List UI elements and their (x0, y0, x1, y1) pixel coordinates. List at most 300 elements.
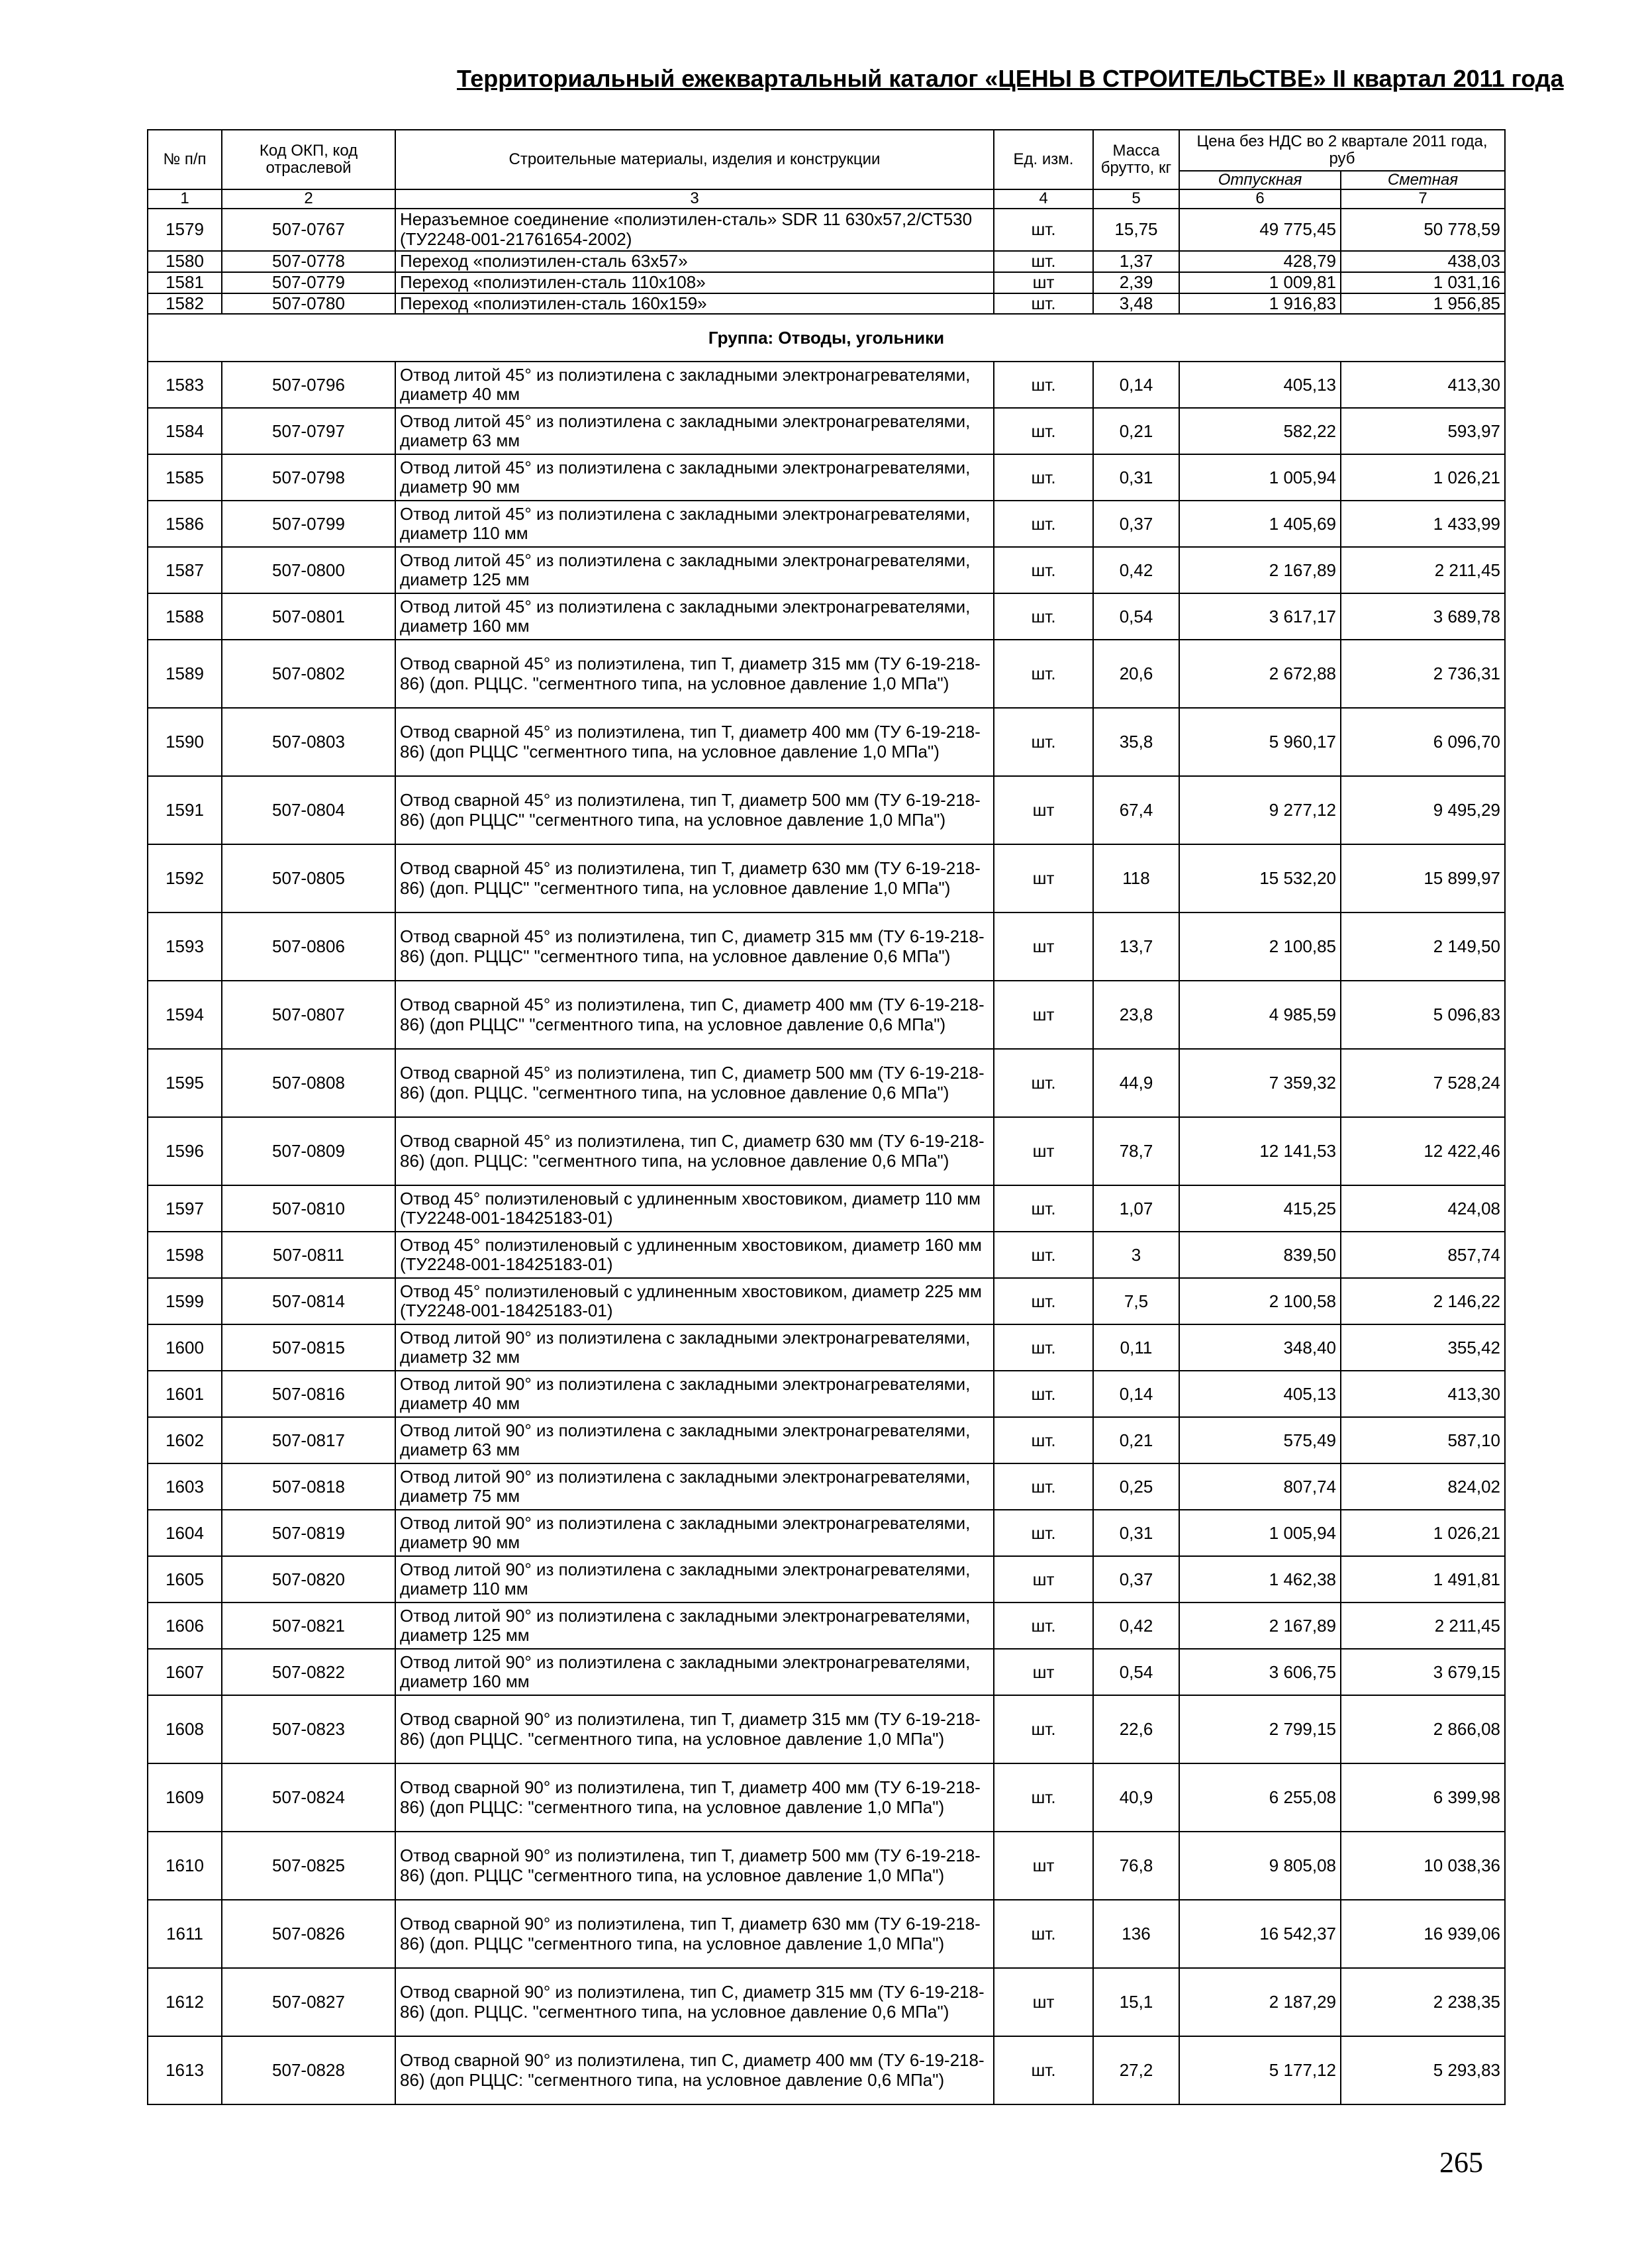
cell-code: 507-0818 (222, 1463, 395, 1510)
group-title: Группа: Отводы, угольники (148, 314, 1505, 362)
cell-name: Отвод литой 90° из полиэтилена с закладными электронагревателями, диаметр 32 мм (395, 1324, 994, 1371)
cell-mass: 0,14 (1093, 362, 1179, 408)
cell-release-price: 2 672,88 (1179, 640, 1341, 708)
cell-mass: 1,37 (1093, 251, 1179, 272)
cell-code: 507-0817 (222, 1417, 395, 1463)
cell-estimate-price: 10 038,36 (1341, 1832, 1505, 1900)
cell-release-price: 3 606,75 (1179, 1649, 1341, 1695)
cell-unit: шт. (994, 708, 1093, 776)
cell-mass: 0,14 (1093, 1371, 1179, 1417)
cell-code: 507-0823 (222, 1695, 395, 1763)
cell-estimate-price: 824,02 (1341, 1463, 1505, 1510)
cell-mass: 1,07 (1093, 1185, 1179, 1232)
cell-release-price: 1 462,38 (1179, 1556, 1341, 1602)
col-number-7: 7 (1341, 189, 1505, 208)
page-number: 265 (1439, 2146, 1483, 2179)
group-row (148, 314, 1505, 362)
cell-mass: 3,48 (1093, 293, 1179, 315)
cell-release-price: 582,22 (1179, 408, 1341, 454)
cell-mass: 40,9 (1093, 1763, 1179, 1832)
cell-name: Отвод сварной 90° из полиэтилена, тип С, диаметр 400 мм (ТУ 6-19-218-86) (доп РЦЦС: "сегментного типа, на условное давление 0,6 МПа") (395, 2036, 994, 2104)
cell-mass: 27,2 (1093, 2036, 1179, 2104)
cell-estimate-price: 2 211,45 (1341, 547, 1505, 593)
cell-estimate-price: 2 211,45 (1341, 1602, 1505, 1649)
cell-estimate-price: 1 026,21 (1341, 1510, 1505, 1556)
cell-name: Отвод сварной 90° из полиэтилена, тип Т, диаметр 500 мм (ТУ 6-19-218-86) (доп. РЦЦС "сегментного типа, на условное давление 1,0 МПа") (395, 1832, 994, 1900)
cell-name: Отвод сварной 45° из полиэтилена, тип С, диаметр 500 мм (ТУ 6-19-218-86) (доп. РЦЦС. "сегментного типа, на условное давление 0,6 МПа") (395, 1049, 994, 1117)
cell-name: Отвод литой 45° из полиэтилена с закладными электронагревателями, диаметр 90 мм (395, 454, 994, 501)
cell-code: 507-0820 (222, 1556, 395, 1602)
cell-estimate-price: 15 899,97 (1341, 844, 1505, 912)
cell-mass: 0,42 (1093, 1602, 1179, 1649)
cell-release-price: 5 177,12 (1179, 2036, 1341, 2104)
cell-mass: 0,54 (1093, 1649, 1179, 1695)
cell-name: Отвод 45° полиэтиленовый с удлиненным хвостовиком, диаметр 110 мм (ТУ2248-001-18425183-01) (395, 1185, 994, 1232)
cell-unit: шт. (994, 1695, 1093, 1763)
cell-release-price: 415,25 (1179, 1185, 1341, 1232)
cell-code: 507-0815 (222, 1324, 395, 1371)
cell-name: Отвод сварной 45° из полиэтилена, тип С, диаметр 315 мм (ТУ 6-19-218-86) (доп. РЦЦС" "сегментного типа, на условное давление 0,6 МПа") (395, 912, 994, 981)
table-row (148, 912, 1505, 981)
cell-mass: 76,8 (1093, 1832, 1179, 1900)
cell-unit: шт. (994, 362, 1093, 408)
cell-code: 507-0799 (222, 501, 395, 547)
cell-unit: шт. (994, 1278, 1093, 1324)
cell-mass: 15,1 (1093, 1968, 1179, 2036)
col-header-unit: Ед. изм. (994, 130, 1093, 189)
table-row (148, 251, 1505, 272)
cell-num: 1596 (148, 1117, 222, 1185)
cell-unit: шт (994, 1649, 1093, 1695)
cell-unit: шт. (994, 1602, 1093, 1649)
cell-mass: 0,11 (1093, 1324, 1179, 1371)
cell-unit: шт. (994, 593, 1093, 640)
table-row (148, 362, 1505, 408)
cell-mass: 0,42 (1093, 547, 1179, 593)
table-row (148, 1463, 1505, 1510)
cell-code: 507-0827 (222, 1968, 395, 2036)
cell-estimate-price: 1 026,21 (1341, 454, 1505, 501)
cell-unit: шт. (994, 1324, 1093, 1371)
cell-num: 1584 (148, 408, 222, 454)
cell-estimate-price: 2 736,31 (1341, 640, 1505, 708)
cell-mass: 0,31 (1093, 1510, 1179, 1556)
cell-num: 1591 (148, 776, 222, 844)
table-row (148, 454, 1505, 501)
cell-unit: шт. (994, 1463, 1093, 1510)
cell-release-price: 5 960,17 (1179, 708, 1341, 776)
cell-release-price: 2 187,29 (1179, 1968, 1341, 2036)
cell-code: 507-0821 (222, 1602, 395, 1649)
cell-release-price: 575,49 (1179, 1417, 1341, 1463)
cell-num: 1593 (148, 912, 222, 981)
cell-release-price: 1 005,94 (1179, 1510, 1341, 1556)
cell-estimate-price: 6 399,98 (1341, 1763, 1505, 1832)
cell-unit: шт. (994, 293, 1093, 315)
cell-estimate-price: 2 238,35 (1341, 1968, 1505, 2036)
cell-code: 507-0780 (222, 293, 395, 315)
cell-unit: шт (994, 272, 1093, 293)
table-row (148, 1649, 1505, 1695)
col-header-name: Строительные материалы, изделия и конструкции (395, 130, 994, 189)
cell-release-price: 49 775,45 (1179, 209, 1341, 251)
cell-estimate-price: 7 528,24 (1341, 1049, 1505, 1117)
cell-unit: шт. (994, 1371, 1093, 1417)
cell-num: 1608 (148, 1695, 222, 1763)
table-row (148, 981, 1505, 1049)
cell-name: Отвод литой 90° из полиэтилена с закладными электронагревателями, диаметр 160 мм (395, 1649, 994, 1695)
cell-unit: шт. (994, 1185, 1093, 1232)
cell-estimate-price: 413,30 (1341, 362, 1505, 408)
cell-release-price: 2 100,58 (1179, 1278, 1341, 1324)
cell-estimate-price: 413,30 (1341, 1371, 1505, 1417)
cell-unit: шт. (994, 1763, 1093, 1832)
cell-num: 1587 (148, 547, 222, 593)
cell-mass: 0,37 (1093, 501, 1179, 547)
table-row (148, 708, 1505, 776)
cell-name: Отвод литой 45° из полиэтилена с закладными электронагревателями, диаметр 63 мм (395, 408, 994, 454)
cell-num: 1601 (148, 1371, 222, 1417)
col-number-2: 2 (222, 189, 395, 208)
table-row (148, 1232, 1505, 1278)
cell-code: 507-0797 (222, 408, 395, 454)
cell-estimate-price: 5 293,83 (1341, 2036, 1505, 2104)
table-row (148, 408, 1505, 454)
cell-code: 507-0800 (222, 547, 395, 593)
cell-estimate-price: 16 939,06 (1341, 1900, 1505, 1968)
table-row (148, 1763, 1505, 1832)
cell-name: Отвод сварной 90° из полиэтилена, тип Т, диаметр 630 мм (ТУ 6-19-218-86) (доп. РЦЦС "сегментного типа, на условное давление 1,0 МПа") (395, 1900, 994, 1968)
cell-code: 507-0804 (222, 776, 395, 844)
cell-mass: 0,31 (1093, 454, 1179, 501)
cell-unit: шт (994, 776, 1093, 844)
cell-code: 507-0816 (222, 1371, 395, 1417)
cell-mass: 15,75 (1093, 209, 1179, 251)
cell-name: Неразъемное соединение «полиэтилен-сталь» SDR 11 630х57,2/СТ530 (ТУ2248-001-21761654-2002) (395, 209, 994, 251)
cell-name: Отвод сварной 90° из полиэтилена, тип С, диаметр 315 мм (ТУ 6-19-218-86) (доп. РЦЦС. "сегментного типа, на условное давление 0,6 МПа") (395, 1968, 994, 2036)
cell-num: 1597 (148, 1185, 222, 1232)
cell-unit: шт (994, 844, 1093, 912)
cell-mass: 67,4 (1093, 776, 1179, 844)
cell-num: 1580 (148, 251, 222, 272)
cell-release-price: 839,50 (1179, 1232, 1341, 1278)
cell-name: Отвод сварной 45° из полиэтилена, тип С, диаметр 630 мм (ТУ 6-19-218-86) (доп. РЦЦС: "сегментного типа, на условное давление 0,6 МПа") (395, 1117, 994, 1185)
cell-num: 1598 (148, 1232, 222, 1278)
cell-unit: шт. (994, 640, 1093, 708)
cell-code: 507-0822 (222, 1649, 395, 1695)
cell-release-price: 2 167,89 (1179, 547, 1341, 593)
table-row (148, 1900, 1505, 1968)
cell-code: 507-0810 (222, 1185, 395, 1232)
cell-unit: шт. (994, 209, 1093, 251)
cell-code: 507-0809 (222, 1117, 395, 1185)
cell-unit: шт (994, 1968, 1093, 2036)
cell-release-price: 405,13 (1179, 1371, 1341, 1417)
cell-code: 507-0767 (222, 209, 395, 251)
cell-num: 1581 (148, 272, 222, 293)
cell-name: Отвод литой 90° из полиэтилена с закладными электронагревателями, диаметр 110 мм (395, 1556, 994, 1602)
table-row (148, 1049, 1505, 1117)
cell-mass: 22,6 (1093, 1695, 1179, 1763)
cell-name: Отвод сварной 45° из полиэтилена, тип Т, диаметр 630 мм (ТУ 6-19-218-86) (доп. РЦЦС" "сегментного типа, на условное давление 1,0 МПа") (395, 844, 994, 912)
cell-unit: шт. (994, 251, 1093, 272)
cell-code: 507-0807 (222, 981, 395, 1049)
cell-unit: шт (994, 1556, 1093, 1602)
col-header-price: Цена без НДС во 2 квартале 2011 года, руб (1179, 130, 1505, 171)
cell-release-price: 2 100,85 (1179, 912, 1341, 981)
cell-release-price: 4 985,59 (1179, 981, 1341, 1049)
cell-code: 507-0805 (222, 844, 395, 912)
cell-mass: 0,54 (1093, 593, 1179, 640)
cell-name: Отвод литой 45° из полиэтилена с закладными электронагревателями, диаметр 160 мм (395, 593, 994, 640)
cell-num: 1583 (148, 362, 222, 408)
cell-unit: шт. (994, 501, 1093, 547)
table-row (148, 1324, 1505, 1371)
cell-release-price: 348,40 (1179, 1324, 1341, 1371)
table-row (148, 2036, 1505, 2104)
cell-code: 507-0811 (222, 1232, 395, 1278)
cell-name: Отвод сварной 90° из полиэтилена, тип Т, диаметр 315 мм (ТУ 6-19-218-86) (доп РЦЦС. "сегментного типа, на условное давление 1,0 МПа") (395, 1695, 994, 1763)
cell-mass: 136 (1093, 1900, 1179, 1968)
cell-release-price: 428,79 (1179, 251, 1341, 272)
cell-release-price: 1 005,94 (1179, 454, 1341, 501)
cell-release-price: 2 167,89 (1179, 1602, 1341, 1649)
table-row (148, 844, 1505, 912)
cell-mass: 35,8 (1093, 708, 1179, 776)
cell-unit: шт. (994, 547, 1093, 593)
cell-code: 507-0825 (222, 1832, 395, 1900)
cell-release-price: 1 405,69 (1179, 501, 1341, 547)
cell-code: 507-0826 (222, 1900, 395, 1968)
cell-release-price: 12 141,53 (1179, 1117, 1341, 1185)
cell-release-price: 9 277,12 (1179, 776, 1341, 844)
table-row (148, 1117, 1505, 1185)
cell-release-price: 9 805,08 (1179, 1832, 1341, 1900)
cell-estimate-price: 2 866,08 (1341, 1695, 1505, 1763)
cell-mass: 44,9 (1093, 1049, 1179, 1117)
table-row (148, 1185, 1505, 1232)
page-header-title: Территориальный ежеквартальный каталог «ЦЕНЫ В СТРОИТЕЛЬСТВЕ» II квартал 2011 года (457, 65, 1564, 92)
table-row (148, 1371, 1505, 1417)
cell-release-price: 15 532,20 (1179, 844, 1341, 912)
cell-num: 1588 (148, 593, 222, 640)
cell-mass: 0,37 (1093, 1556, 1179, 1602)
cell-unit: шт (994, 1832, 1093, 1900)
cell-estimate-price: 50 778,59 (1341, 209, 1505, 251)
cell-num: 1607 (148, 1649, 222, 1695)
cell-estimate-price: 5 096,83 (1341, 981, 1505, 1049)
cell-num: 1603 (148, 1463, 222, 1510)
table-row (148, 593, 1505, 640)
cell-mass: 23,8 (1093, 981, 1179, 1049)
cell-num: 1604 (148, 1510, 222, 1556)
table-row (148, 1602, 1505, 1649)
table-row (148, 1832, 1505, 1900)
table-row (148, 272, 1505, 293)
cell-name: Отвод литой 90° из полиэтилена с закладными электронагревателями, диаметр 40 мм (395, 1371, 994, 1417)
cell-code: 507-0802 (222, 640, 395, 708)
cell-unit: шт (994, 912, 1093, 981)
cell-unit: шт. (994, 1049, 1093, 1117)
cell-name: Отвод 45° полиэтиленовый с удлиненным хвостовиком, диаметр 160 мм (ТУ2248-001-18425183-01) (395, 1232, 994, 1278)
cell-name: Отвод 45° полиэтиленовый с удлиненным хвостовиком, диаметр 225 мм (ТУ2248-001-18425183-01) (395, 1278, 994, 1324)
col-header-code: Код ОКП, код отраслевой (222, 130, 395, 189)
cell-estimate-price: 587,10 (1341, 1417, 1505, 1463)
cell-unit: шт. (994, 2036, 1093, 2104)
table-row (148, 1278, 1505, 1324)
cell-release-price: 2 799,15 (1179, 1695, 1341, 1763)
cell-code: 507-0779 (222, 272, 395, 293)
cell-name: Отвод литой 45° из полиэтилена с закладными электронагревателями, диаметр 125 мм (395, 547, 994, 593)
cell-num: 1594 (148, 981, 222, 1049)
cell-num: 1613 (148, 2036, 222, 2104)
cell-name: Отвод литой 90° из полиэтилена с закладными электронагревателями, диаметр 75 мм (395, 1463, 994, 1510)
cell-name: Отвод литой 90° из полиэтилена с закладными электронагревателями, диаметр 63 мм (395, 1417, 994, 1463)
cell-num: 1586 (148, 501, 222, 547)
cell-code: 507-0828 (222, 2036, 395, 2104)
cell-estimate-price: 438,03 (1341, 251, 1505, 272)
table-row (148, 1556, 1505, 1602)
cell-num: 1579 (148, 209, 222, 251)
cell-num: 1585 (148, 454, 222, 501)
cell-release-price: 16 542,37 (1179, 1900, 1341, 1968)
cell-code: 507-0808 (222, 1049, 395, 1117)
cell-num: 1612 (148, 1968, 222, 2036)
cell-mass: 3 (1093, 1232, 1179, 1278)
cell-estimate-price: 12 422,46 (1341, 1117, 1505, 1185)
cell-code: 507-0814 (222, 1278, 395, 1324)
table-row (148, 1968, 1505, 2036)
cell-name: Отвод литой 90° из полиэтилена с закладными электронагревателями, диаметр 90 мм (395, 1510, 994, 1556)
cell-name: Отвод сварной 45° из полиэтилена, тип Т, диаметр 400 мм (ТУ 6-19-218-86) (доп РЦЦС "сегментного типа, на условное давление 1,0 МПа") (395, 708, 994, 776)
cell-mass: 20,6 (1093, 640, 1179, 708)
col-number-5: 5 (1093, 189, 1179, 208)
cell-release-price: 7 359,32 (1179, 1049, 1341, 1117)
col-header-num: № п/п (148, 130, 222, 189)
price-table (147, 129, 1506, 2105)
cell-num: 1599 (148, 1278, 222, 1324)
table-row (148, 209, 1505, 251)
cell-code: 507-0803 (222, 708, 395, 776)
cell-estimate-price: 1 491,81 (1341, 1556, 1505, 1602)
cell-num: 1600 (148, 1324, 222, 1371)
cell-mass: 0,21 (1093, 408, 1179, 454)
cell-unit: шт. (994, 454, 1093, 501)
cell-code: 507-0778 (222, 251, 395, 272)
cell-num: 1582 (148, 293, 222, 315)
col-header-release: Отпускная (1179, 171, 1341, 189)
col-number-1: 1 (148, 189, 222, 208)
col-header-estimate: Сметная (1341, 171, 1505, 189)
cell-estimate-price: 355,42 (1341, 1324, 1505, 1371)
cell-num: 1602 (148, 1417, 222, 1463)
table-body (148, 209, 1505, 2105)
cell-unit: шт. (994, 408, 1093, 454)
cell-estimate-price: 1 956,85 (1341, 293, 1505, 315)
cell-name: Отвод сварной 45° из полиэтилена, тип Т, диаметр 500 мм (ТУ 6-19-218-86) (доп РЦЦС" "сегментного типа, на условное давление 1,0 МПа") (395, 776, 994, 844)
cell-mass: 13,7 (1093, 912, 1179, 981)
cell-num: 1592 (148, 844, 222, 912)
cell-unit: шт. (994, 1900, 1093, 1968)
cell-estimate-price: 857,74 (1341, 1232, 1505, 1278)
col-number-4: 4 (994, 189, 1093, 208)
table-row (148, 1417, 1505, 1463)
cell-name: Отвод литой 45° из полиэтилена с закладными электронагревателями, диаметр 110 мм (395, 501, 994, 547)
col-header-mass: Масса брутто, кг (1093, 130, 1179, 189)
cell-num: 1590 (148, 708, 222, 776)
cell-name: Отвод литой 90° из полиэтилена с закладными электронагревателями, диаметр 125 мм (395, 1602, 994, 1649)
cell-code: 507-0824 (222, 1763, 395, 1832)
cell-code: 507-0819 (222, 1510, 395, 1556)
cell-release-price: 807,74 (1179, 1463, 1341, 1510)
cell-code: 507-0801 (222, 593, 395, 640)
cell-estimate-price: 1 433,99 (1341, 501, 1505, 547)
table-row (148, 501, 1505, 547)
cell-mass: 118 (1093, 844, 1179, 912)
cell-release-price: 1 009,81 (1179, 272, 1341, 293)
col-number-3: 3 (395, 189, 994, 208)
cell-num: 1611 (148, 1900, 222, 1968)
cell-unit: шт. (994, 1510, 1093, 1556)
cell-num: 1605 (148, 1556, 222, 1602)
cell-num: 1609 (148, 1763, 222, 1832)
cell-name: Отвод сварной 90° из полиэтилена, тип Т, диаметр 400 мм (ТУ 6-19-218-86) (доп РЦЦС: "сегментного типа, на условное давление 1,0 МПа") (395, 1763, 994, 1832)
table-row (148, 1510, 1505, 1556)
cell-unit: шт. (994, 1417, 1093, 1463)
cell-num: 1589 (148, 640, 222, 708)
col-number-6: 6 (1179, 189, 1341, 208)
cell-mass: 2,39 (1093, 272, 1179, 293)
cell-estimate-price: 593,97 (1341, 408, 1505, 454)
cell-code: 507-0806 (222, 912, 395, 981)
cell-name: Отвод сварной 45° из полиэтилена, тип С, диаметр 400 мм (ТУ 6-19-218-86) (доп РЦЦС" "сегментного типа, на условное давление 0,6 МПа") (395, 981, 994, 1049)
cell-unit: шт (994, 1117, 1093, 1185)
table-row (148, 1695, 1505, 1763)
cell-name: Отвод сварной 45° из полиэтилена, тип Т, диаметр 315 мм (ТУ 6-19-218-86) (доп. РЦЦС. "сегментного типа, на условное давление 1,0 МПа") (395, 640, 994, 708)
table-row (148, 776, 1505, 844)
cell-release-price: 3 617,17 (1179, 593, 1341, 640)
cell-estimate-price: 9 495,29 (1341, 776, 1505, 844)
cell-mass: 0,25 (1093, 1463, 1179, 1510)
cell-release-price: 1 916,83 (1179, 293, 1341, 315)
cell-num: 1606 (148, 1602, 222, 1649)
cell-mass: 0,21 (1093, 1417, 1179, 1463)
cell-unit: шт (994, 981, 1093, 1049)
table-row (148, 547, 1505, 593)
cell-num: 1595 (148, 1049, 222, 1117)
cell-estimate-price: 6 096,70 (1341, 708, 1505, 776)
cell-name: Переход «полиэтилен-сталь 160х159» (395, 293, 994, 315)
cell-num: 1610 (148, 1832, 222, 1900)
cell-mass: 7,5 (1093, 1278, 1179, 1324)
cell-estimate-price: 2 149,50 (1341, 912, 1505, 981)
cell-estimate-price: 1 031,16 (1341, 272, 1505, 293)
cell-estimate-price: 424,08 (1341, 1185, 1505, 1232)
cell-code: 507-0796 (222, 362, 395, 408)
cell-release-price: 405,13 (1179, 362, 1341, 408)
cell-name: Переход «полиэтилен-сталь 63х57» (395, 251, 994, 272)
cell-mass: 78,7 (1093, 1117, 1179, 1185)
cell-name: Отвод литой 45° из полиэтилена с закладными электронагревателями, диаметр 40 мм (395, 362, 994, 408)
cell-estimate-price: 3 679,15 (1341, 1649, 1505, 1695)
cell-name: Переход «полиэтилен-сталь 110х108» (395, 272, 994, 293)
cell-estimate-price: 2 146,22 (1341, 1278, 1505, 1324)
cell-release-price: 6 255,08 (1179, 1763, 1341, 1832)
table-row (148, 640, 1505, 708)
cell-estimate-price: 3 689,78 (1341, 593, 1505, 640)
cell-unit: шт. (994, 1232, 1093, 1278)
cell-code: 507-0798 (222, 454, 395, 501)
